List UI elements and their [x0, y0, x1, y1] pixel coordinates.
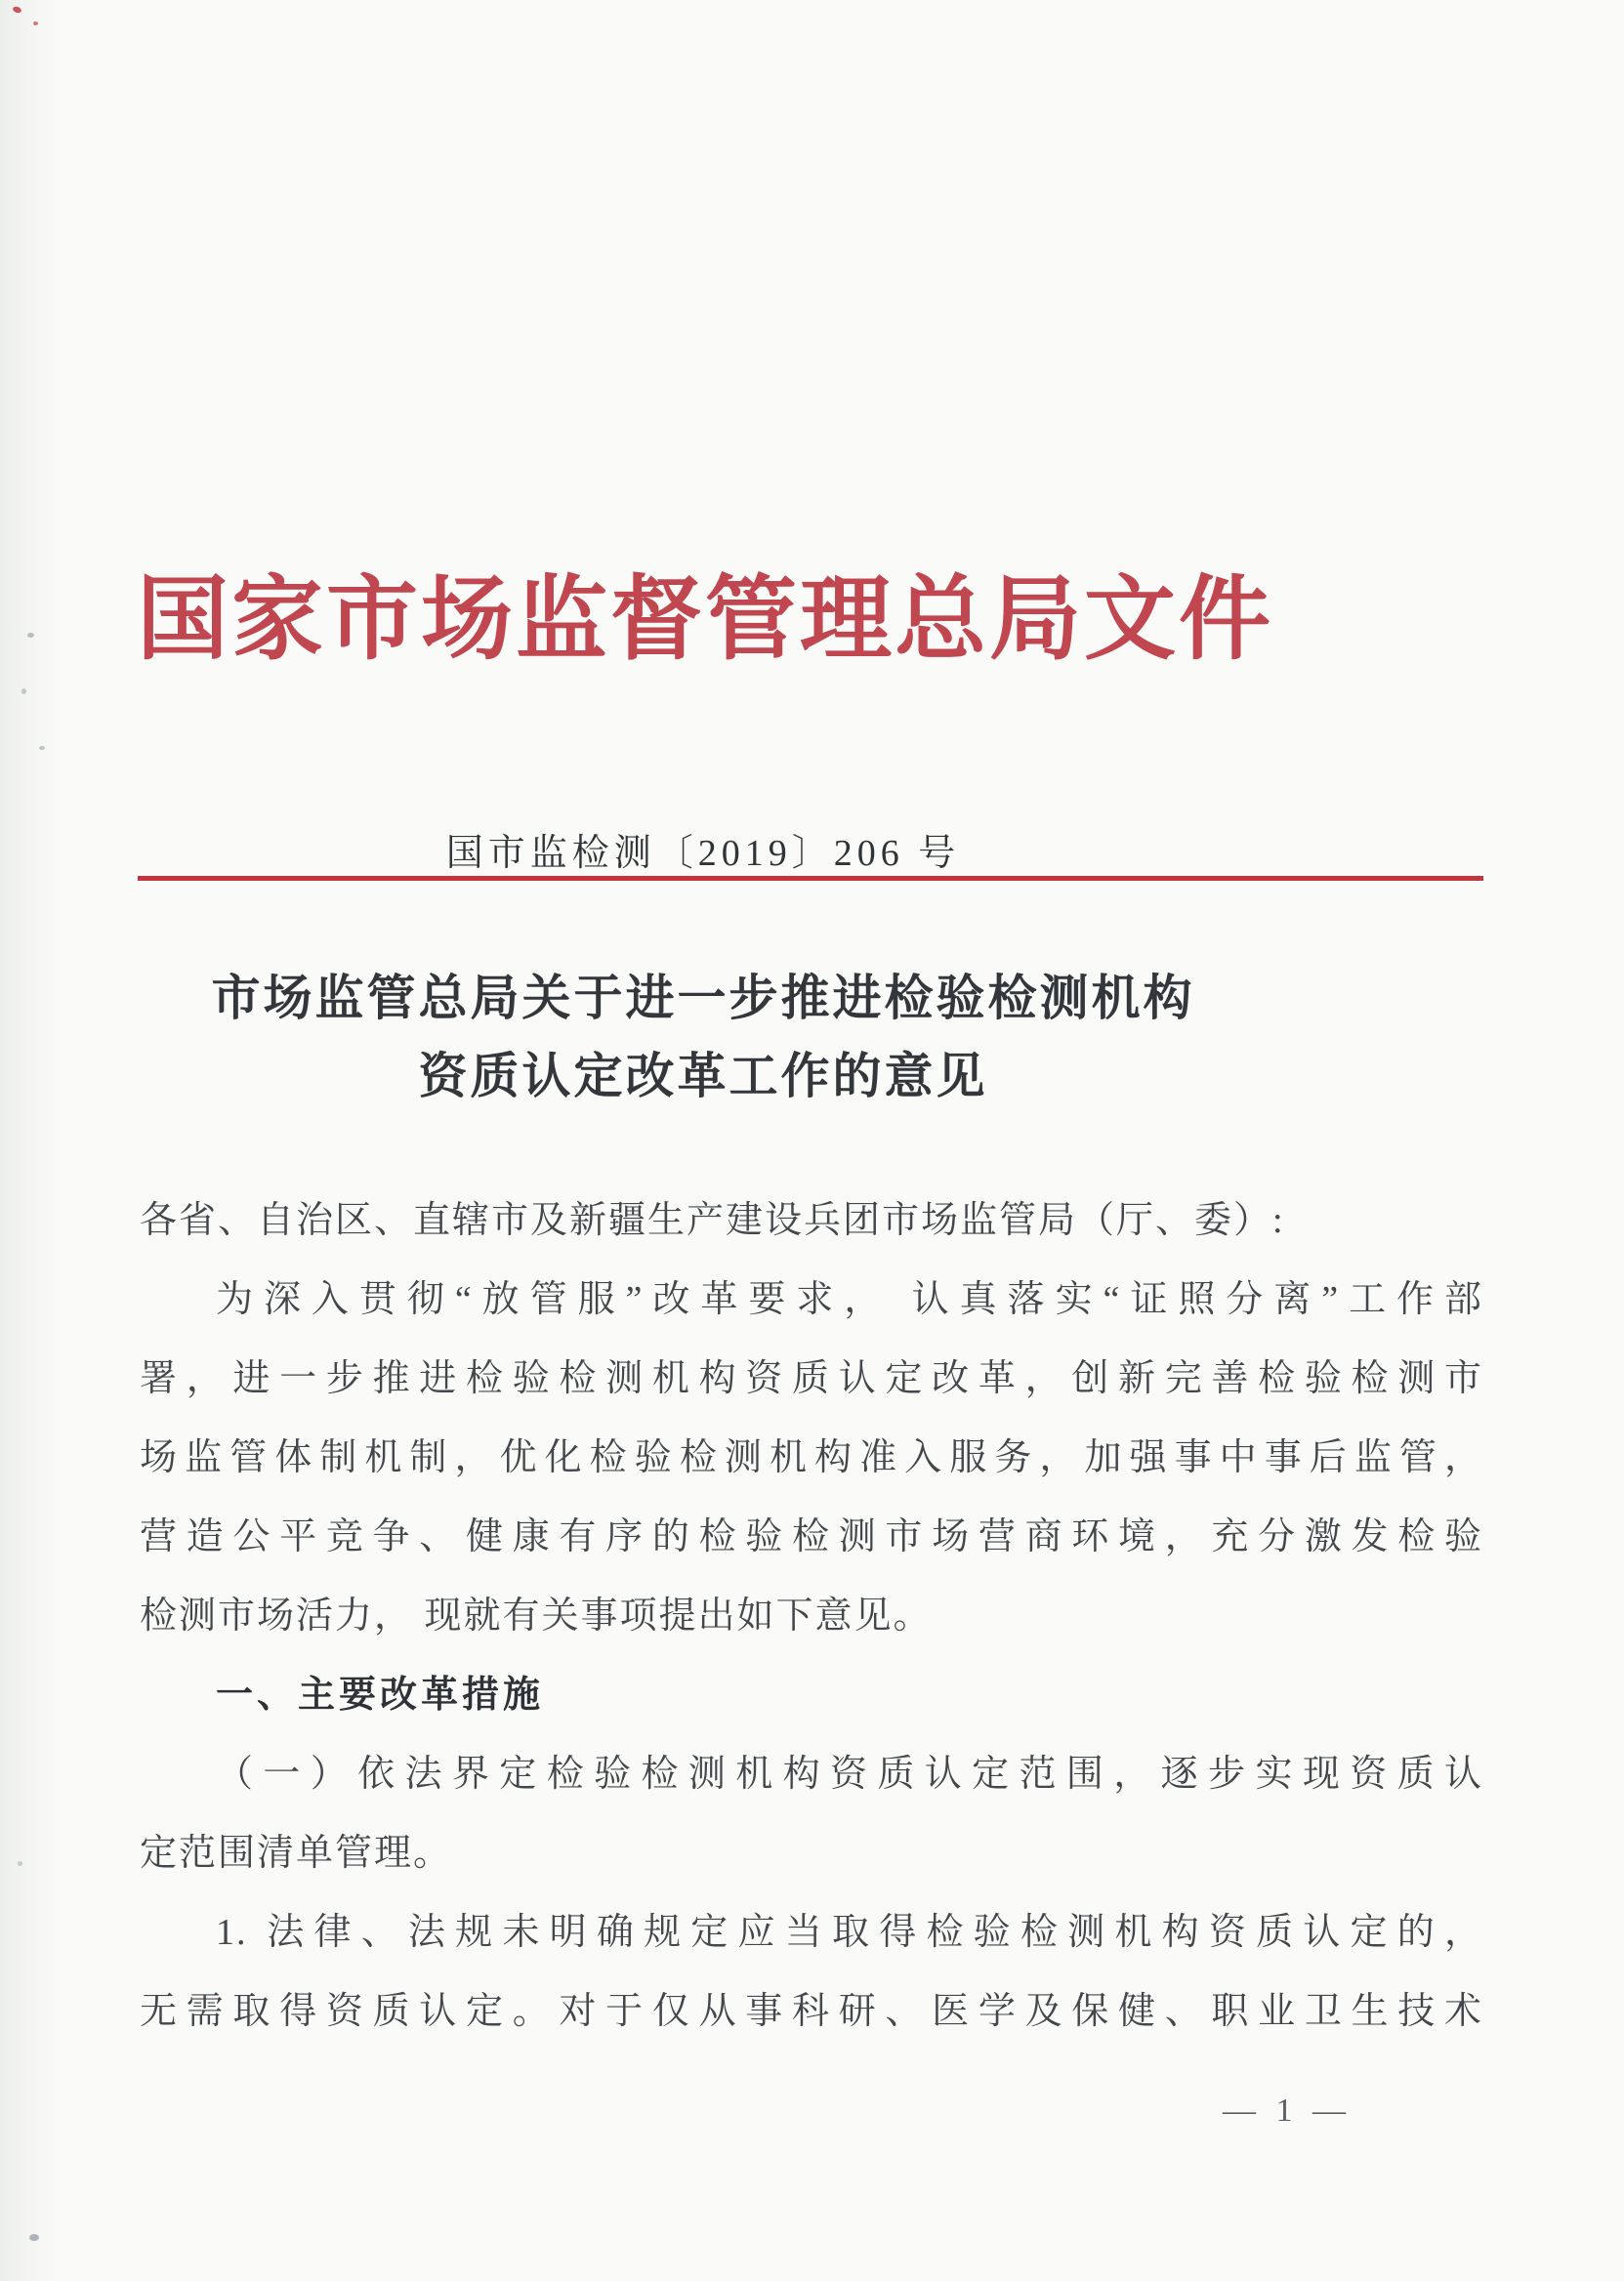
scan-speck — [39, 746, 45, 750]
body-line: 为深入贯彻“放管服”改革要求， 认真落实“证照分离”工作部 — [216, 1279, 1483, 1320]
scan-speck — [21, 688, 26, 694]
page-number: — 1 — — [1223, 2093, 1352, 2129]
body-line: 署，进一步推进检验检测机构资质认定改革，创新完善检验检测市 — [140, 1358, 1483, 1399]
body-line: 定范围清单管理。 — [140, 1833, 453, 1874]
body-line: 1. 法律、法规未明确规定应当取得检验检测机构资质认定的， — [216, 1912, 1483, 1953]
body-line: 无需取得资质认定。对于仅从事科研、医学及保健、职业卫生技术 — [140, 1991, 1483, 2032]
body-line: 检测市场活力， 现就有关事项提出如下意见。 — [140, 1596, 933, 1637]
body-line: （一）依法界定检验检测机构资质认定范围，逐步实现资质认 — [216, 1754, 1483, 1795]
scan-speck — [18, 1861, 22, 1866]
scan-speck — [12, 6, 22, 15]
document-title-line1: 市场监管总局关于进一步推进检验检测机构 — [211, 971, 1195, 1025]
body-line: 场监管体制机制，优化检验检测机构准入服务，加强事中事后监管， — [140, 1437, 1483, 1478]
scan-speck — [29, 2234, 39, 2241]
document-body — [140, 1182, 1483, 2052]
document-title-line2: 资质认定改革工作的意见 — [418, 1049, 988, 1103]
body-line: 营造公平竞争、健康有序的检验检测市场营商环境，充分激发检验 — [140, 1516, 1483, 1557]
scan-edge-artifact — [0, 0, 68, 2281]
scan-speck — [33, 21, 38, 25]
scan-speck — [27, 633, 34, 638]
document-number: 国市监检测〔2019〕206 号 — [445, 833, 961, 874]
body-line-salutation: 各省、自治区、直辖市及新疆生产建设兵团市场监管局（厅、委）: — [140, 1200, 1285, 1241]
section-heading: 一、主要改革措施 — [216, 1675, 545, 1716]
letterhead-title: 国家市场监督管理总局文件 — [137, 569, 1274, 671]
letterhead-divider-rule — [138, 876, 1483, 881]
document-title — [137, 959, 1270, 1115]
